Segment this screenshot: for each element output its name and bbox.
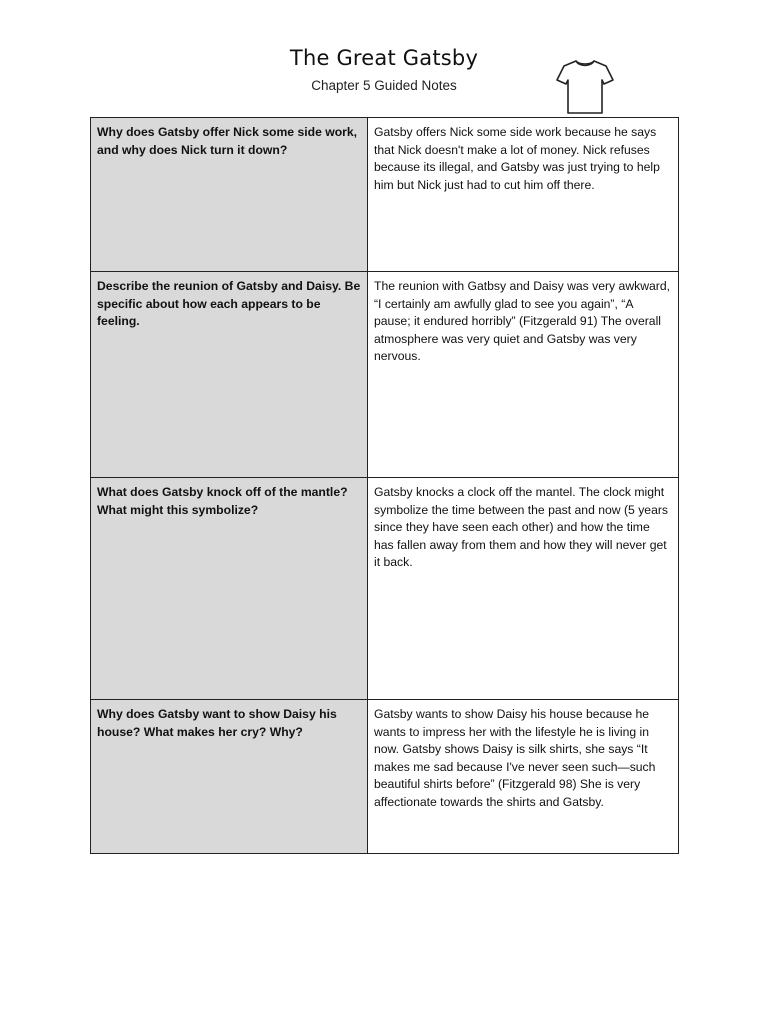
- table-row: [91, 478, 679, 700]
- page-title: The Great Gatsby: [289, 46, 479, 70]
- answer-cell[interactable]: Gatsby wants to show Daisy his house because he wants to impress her with the lifestyle he is living in now. Gatsby shows Daisy is silk shirts, she says “It makes me sad because I've never seen such—such beautiful shirts before” (Fitzgerald 98) She is very affectionate towards the shirts and Gatsby.: [368, 700, 679, 854]
- table-row: [91, 272, 679, 478]
- question-cell: Why does Gatsby offer Nick some side work, and why does Nick turn it down?: [91, 118, 368, 272]
- answer-cell[interactable]: Gatsby offers Nick some side work because he says that Nick doesn't make a lot of money. Nick refuses because its illegal, and Gatsby was just trying to help him but Nick just had to cut him off there.: [368, 118, 679, 272]
- t-shirt-icon: [555, 58, 615, 116]
- table-row: [91, 118, 679, 272]
- answer-cell[interactable]: Gatsby knocks a clock off the mantel. The clock might symbolize the time between the past and now (5 years since they have seen each other) and how the time has fallen away from them and how they will never get it back.: [368, 478, 679, 700]
- answer-cell[interactable]: The reunion with Gatbsy and Daisy was very awkward, “I certainly am awfully glad to see you again”, “A pause; it endured horribly” (Fitzgerald 91) The overall atmosphere was very quiet and Gatsby was very nervous.: [368, 272, 679, 478]
- guided-notes-table: [90, 117, 679, 854]
- page-subtitle: Chapter 5 Guided Notes: [311, 78, 457, 93]
- question-cell: Describe the reunion of Gatsby and Daisy. Be specific about how each appears to be feeling.: [91, 272, 368, 478]
- question-cell: Why does Gatsby want to show Daisy his house? What makes her cry? Why?: [91, 700, 368, 854]
- question-cell: What does Gatsby knock off of the mantle? What might this symbolize?: [91, 478, 368, 700]
- table-row: [91, 700, 679, 854]
